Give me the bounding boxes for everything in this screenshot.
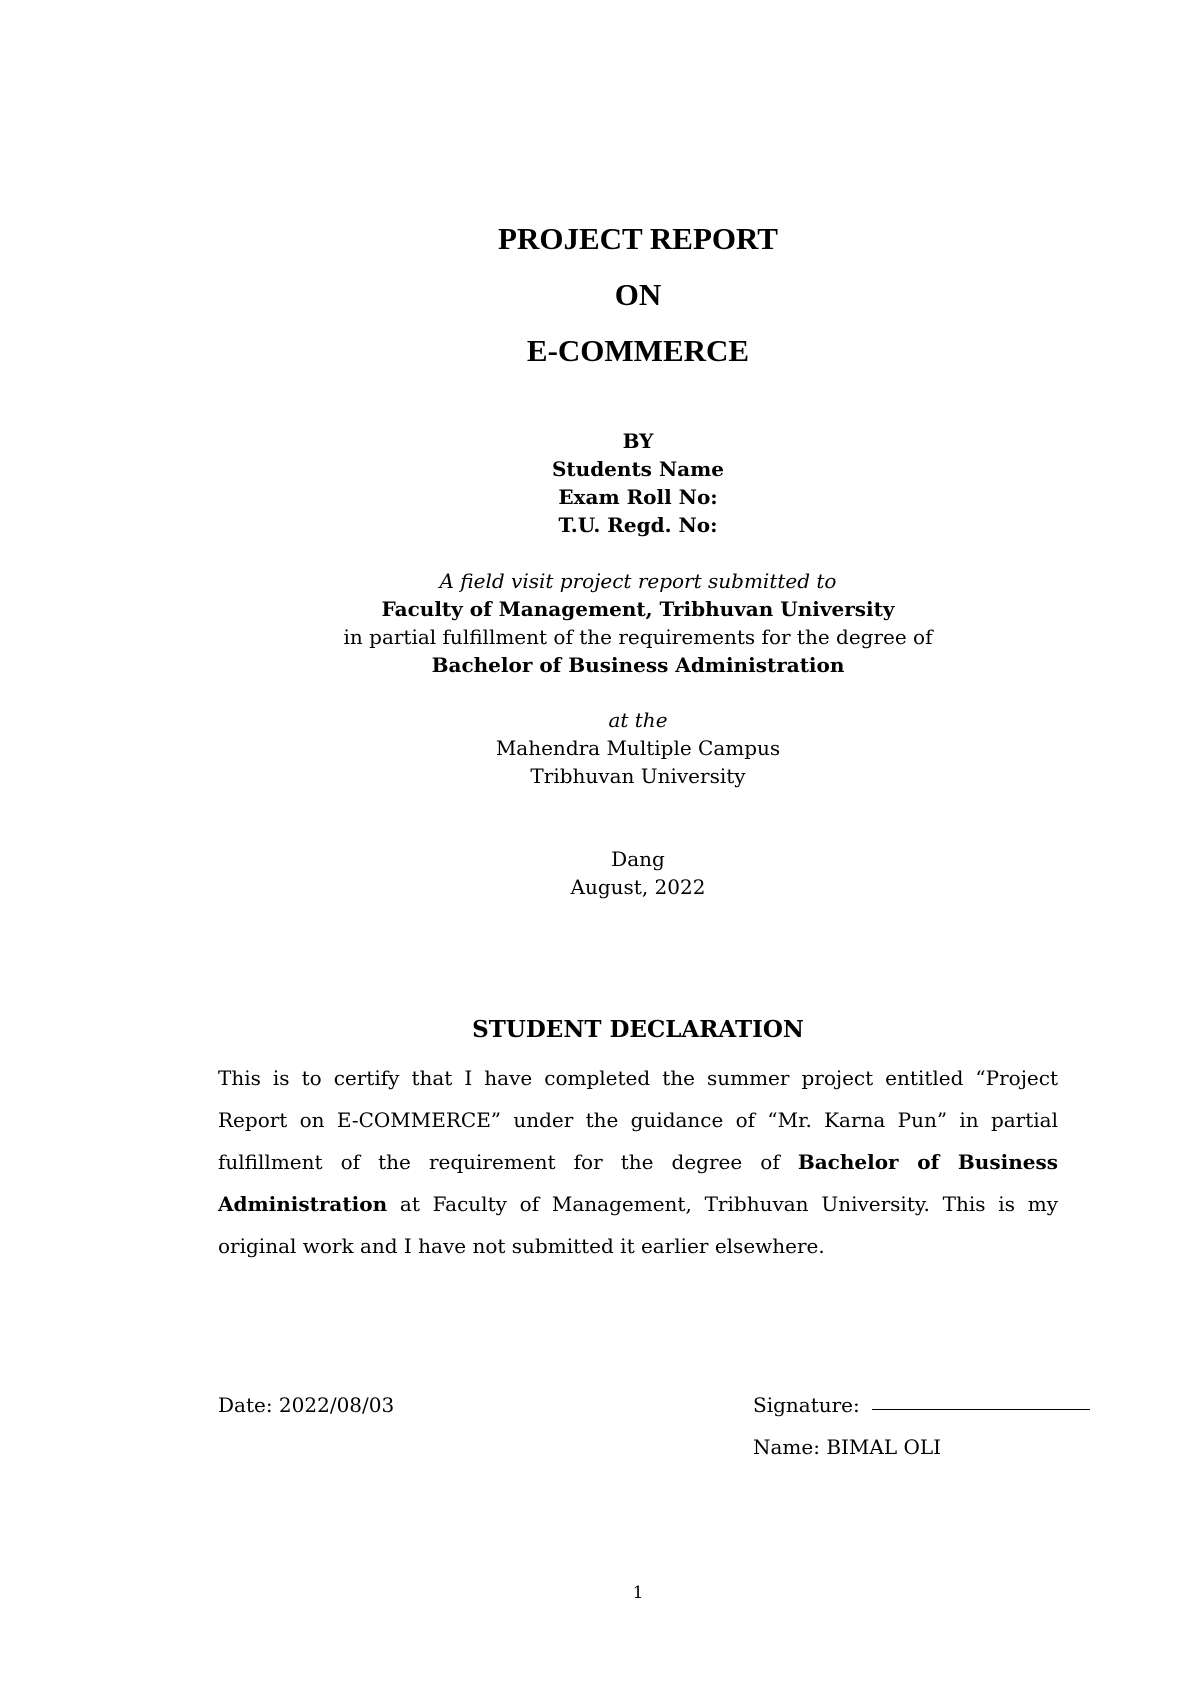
- students-name: Students Name: [551, 457, 725, 481]
- faculty-name: Faculty of Management, Tribhuvan University: [381, 597, 895, 621]
- place: Dang: [611, 847, 665, 871]
- signature-label: Signature:: [753, 1393, 860, 1417]
- declaration-date: Date: 2022/08/03: [218, 1393, 395, 1417]
- signature-block: [753, 1391, 1090, 1419]
- partial-fulfillment: in partial fulfillment of the requirements for the degree of: [343, 625, 933, 649]
- cover-date: August, 2022: [570, 875, 706, 899]
- page-number: 1: [632, 1583, 644, 1603]
- declaration-text-part2: at Faculty of Management, Tribhuvan University. This is my original work and I have not submitted it earlier elsewhere.: [218, 1192, 1058, 1258]
- degree-name: Bachelor of Business Administration: [431, 653, 845, 677]
- declaration-body: [218, 1057, 1058, 1267]
- report-title-on: ON: [614, 277, 662, 312]
- submitted-to: A field visit project report submitted to: [439, 569, 837, 593]
- exam-roll-no: Exam Roll No:: [558, 485, 718, 509]
- campus-name: Mahendra Multiple Campus: [495, 736, 781, 760]
- signature-line: [872, 1409, 1090, 1410]
- university-name: Tribhuvan University: [530, 764, 746, 788]
- declaration-text-part1: This is to certify that I have completed the summer project entitled “Project Report on E-COMMERCE” under the guidance of “Mr. Karna Pun” in partial fulfillment of the requirement for the degree of: [218, 1066, 1058, 1174]
- declaration-heading: STUDENT DECLARATION: [472, 1016, 804, 1043]
- report-subject: E-COMMERCE: [526, 333, 750, 368]
- declaration-degree: Bachelor of Business Administration: [218, 1150, 1058, 1216]
- report-title: PROJECT REPORT: [498, 221, 778, 256]
- by-label: BY: [622, 429, 654, 453]
- student-name-signoff: Name: BIMAL OLI: [753, 1435, 942, 1459]
- tu-regd-no: T.U. Regd. No:: [558, 513, 718, 537]
- at-the: at the: [608, 708, 668, 732]
